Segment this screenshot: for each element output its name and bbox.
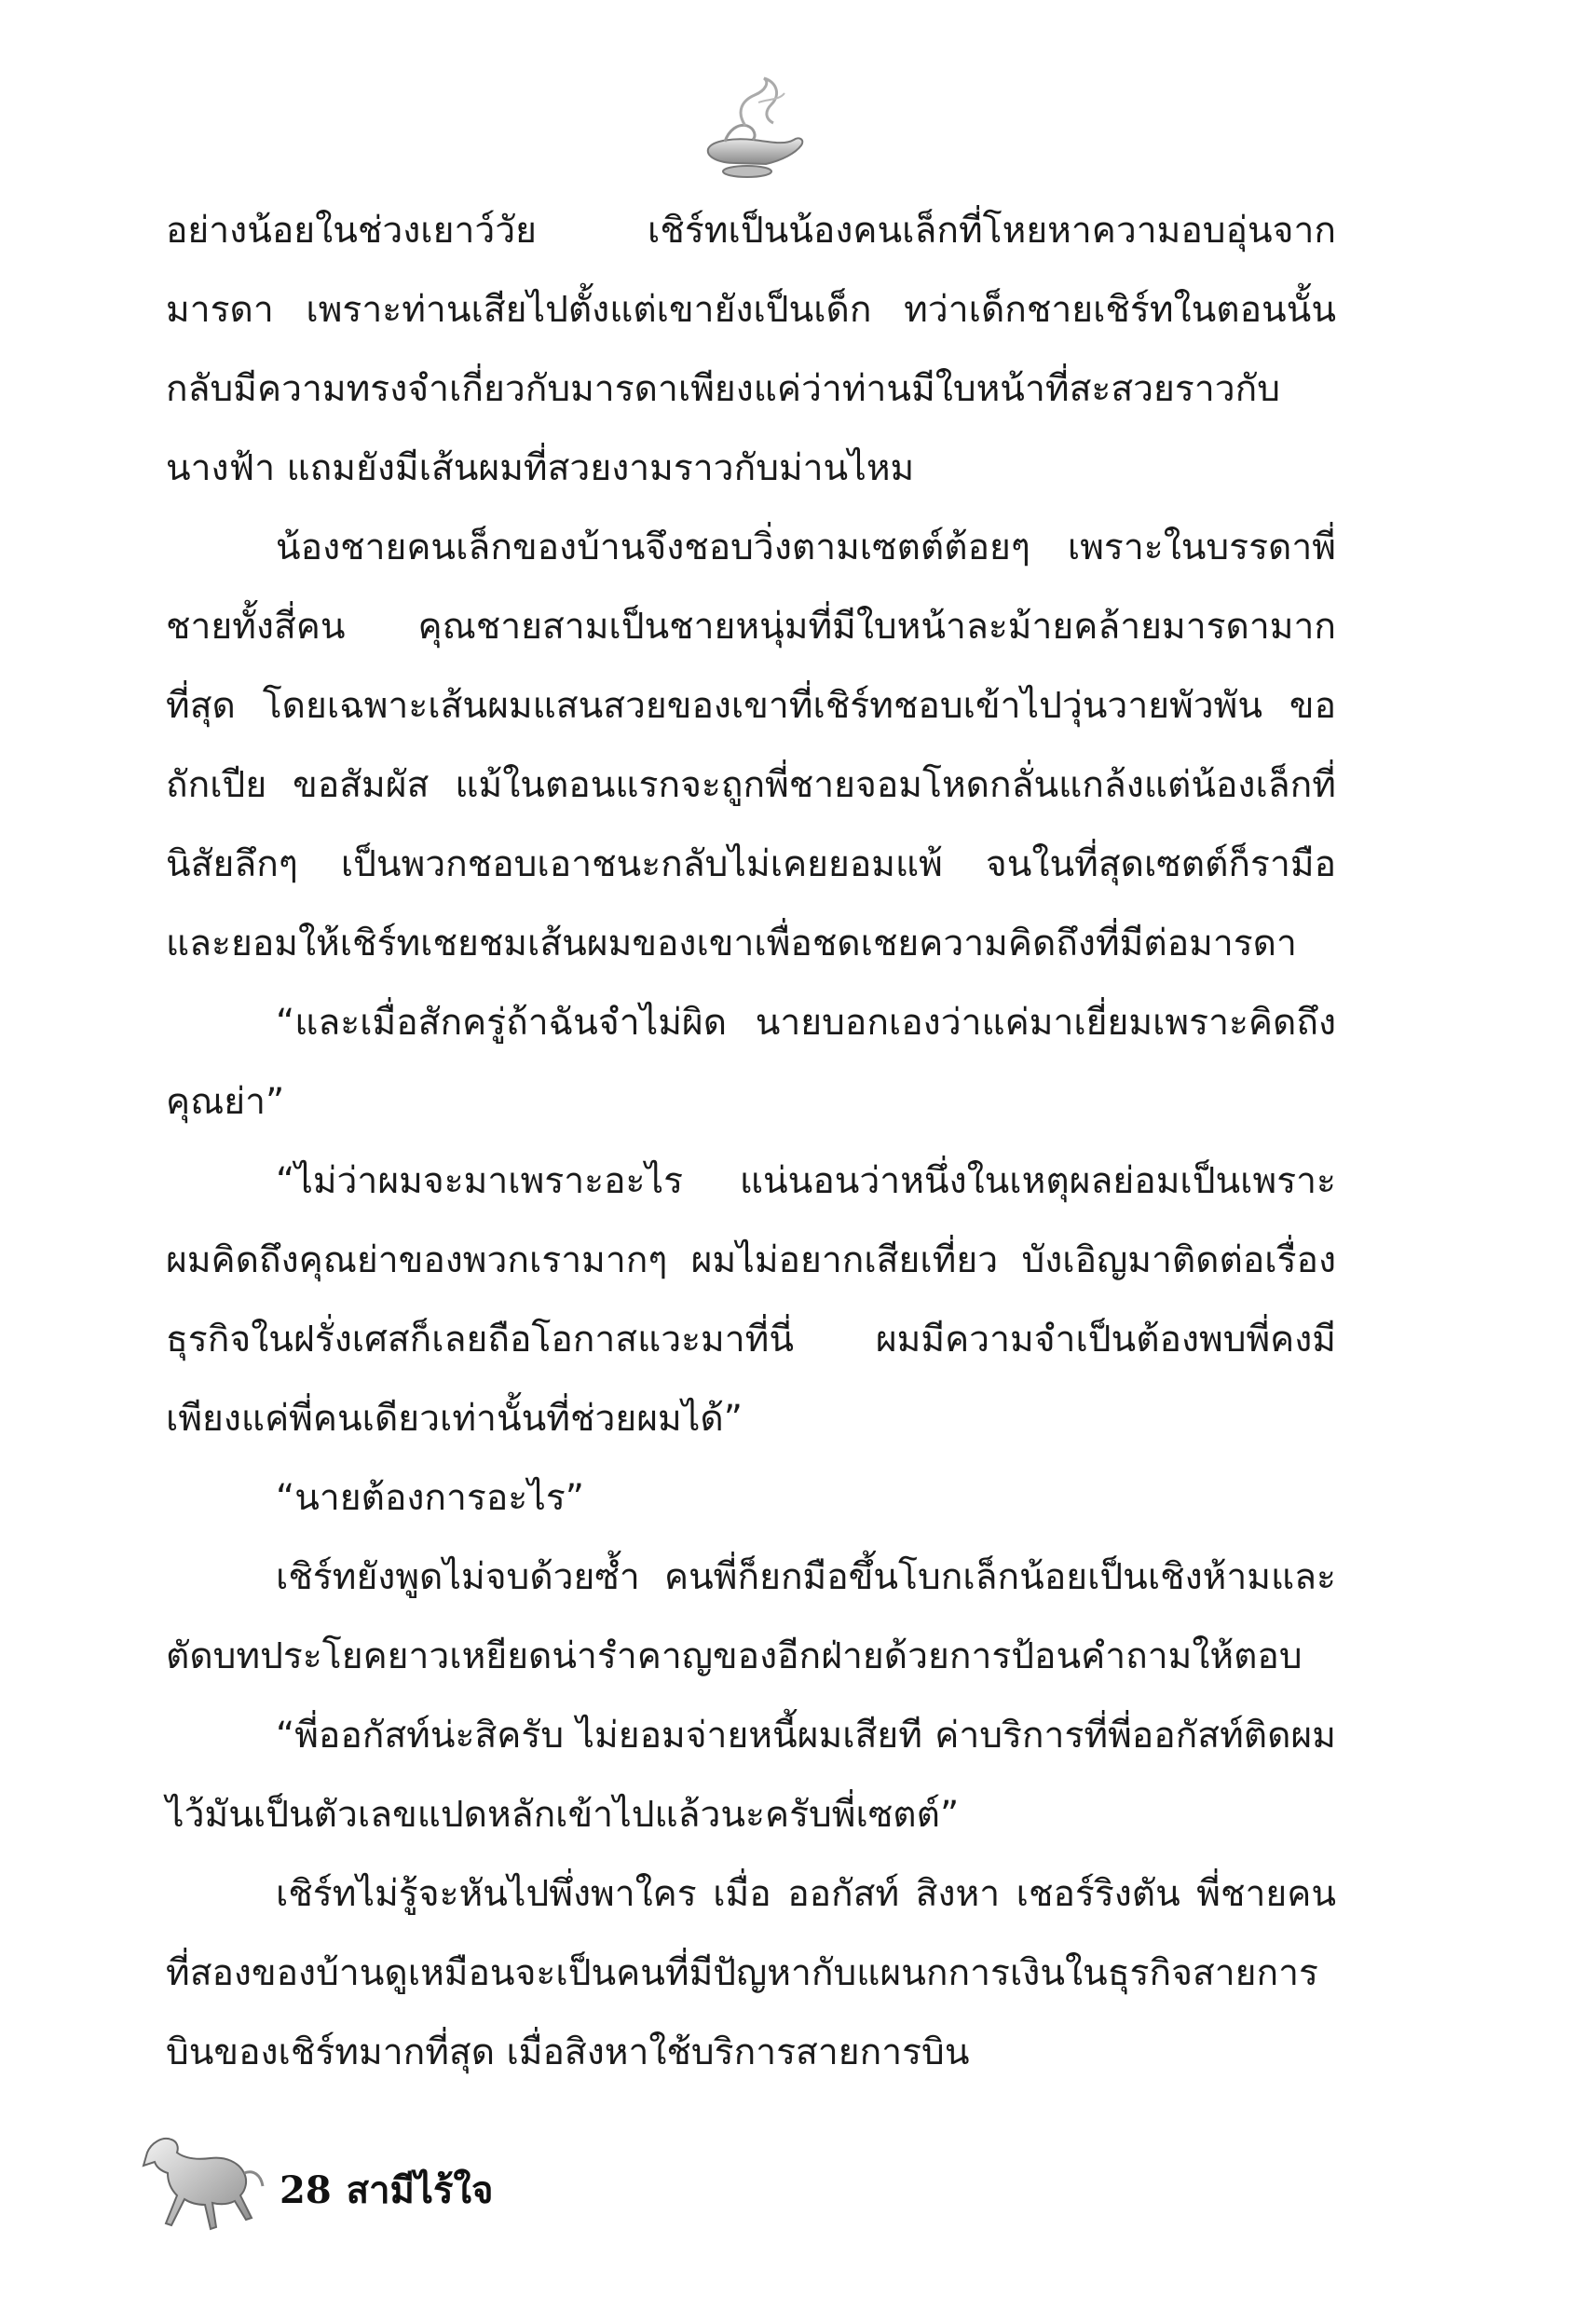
page-number: 28 xyxy=(280,2168,332,2212)
page-footer xyxy=(130,2115,689,2255)
book-title: สามีไร้ใจ xyxy=(346,2168,494,2212)
paragraph-1: อย่างน้อยในช่วงเยาว์วัย เชิร์ทเป็นน้องคนเล็กที่โหยหาความอบอุ่นจากมารดา เพราะท่านเสียไปตั้งแต่เขายังเป็นเด็ก ทว่าเด็กชายเชิร์ทในตอนนั้นกลับมีความทรงจำเกี่ยวกับมารดาเพียงแค่ว่าท่านมีใบหน้าที่สะสวยราวกับนางฟ้า แถมยังมีเส้นผมที่สวยงามราวกับม่านไหม xyxy=(166,210,1336,489)
paragraph-8: เชิร์ทไม่รู้จะหันไปพึ่งพาใคร เมื่อ ออกัสท์ สิงหา เชอร์ริงตัน พี่ชายคนที่สองของบ้านดูเหมือนจะเป็นคนที่มีปัญหากับแผนกการเงินในธุรกิจสายการบินของเชิร์ทมากที่สุด เมื่อสิงหาใช้บริการสายการบิน xyxy=(166,1873,1336,2073)
paragraph-6: เชิร์ทยังพูดไม่จบด้วยซ้ำ คนพี่ก็ยกมือขึ้นโบกเล็กน้อยเป็นเชิงห้ามและตัดบทประโยคยาวเหยียดน่ารำคาญของอีกฝ่ายด้วยการป้อนคำถามให้ตอบ xyxy=(166,1556,1336,1677)
paragraph-5: “นายต้องการอะไร” xyxy=(276,1477,585,1519)
footer-text xyxy=(280,2160,508,2220)
body-text xyxy=(166,191,1336,2092)
genie-lamp-icon xyxy=(680,75,820,196)
paragraph-4: “ไม่ว่าผมจะมาเพราะอะไร แน่นอนว่าหนึ่งในเหตุผลย่อมเป็นเพราะผมคิดถึงคุณย่าของพวกเรามากๆ ผมไม่อยากเสียเที่ยว บังเอิญมาติดต่อเรื่องธุรกิจในฝรั่งเศสก็เลยถือโอกาสแวะมาที่นี่ ผมมีความจำเป็นต้องพบพี่คงมีเพียงแค่พี่คนเดียวเท่านั้นที่ช่วยผมได้” xyxy=(166,1160,1336,1440)
horse-icon xyxy=(130,2115,270,2246)
paragraph-7: “พี่ออกัสท์น่ะสิครับ ไม่ยอมจ่ายหนี้ผมเสียที ค่าบริการที่พี่ออกัสท์ติดผมไว้มันเป็นตัวเลขแปดหลักเข้าไปแล้วนะครับพี่เซตต์” xyxy=(166,1715,1336,1836)
paragraph-3: “และเมื่อสักครู่ถ้าฉันจำไม่ผิด นายบอกเองว่าแค่มาเยี่ยมเพราะคิดถึงคุณย่า” xyxy=(166,1002,1336,1123)
paragraph-2: น้องชายคนเล็กของบ้านจึงชอบวิ่งตามเซตต์ต้อยๆ เพราะในบรรดาพี่ชายทั้งสี่คน คุณชายสามเป็นชายหนุ่มที่มีใบหน้าละม้ายคล้ายมารดามากที่สุด โดยเฉพาะเส้นผมแสนสวยของเขาที่เชิร์ทชอบเข้าไปวุ่นวายพัวพัน ขอถักเปีย ขอสัมผัส แม้ในตอนแรกจะถูกพี่ชายจอมโหดกลั่นแกล้งแต่น้องเล็กที่นิสัยลึกๆ เป็นพวกชอบเอาชนะกลับไม่เคยยอมแพ้ จนในที่สุดเซตต์ก็รามือและยอมให้เชิร์ทเชยชมเส้นผมของเขาเพื่อชดเชยความคิดถึงที่มีต่อมารดา xyxy=(166,526,1336,964)
